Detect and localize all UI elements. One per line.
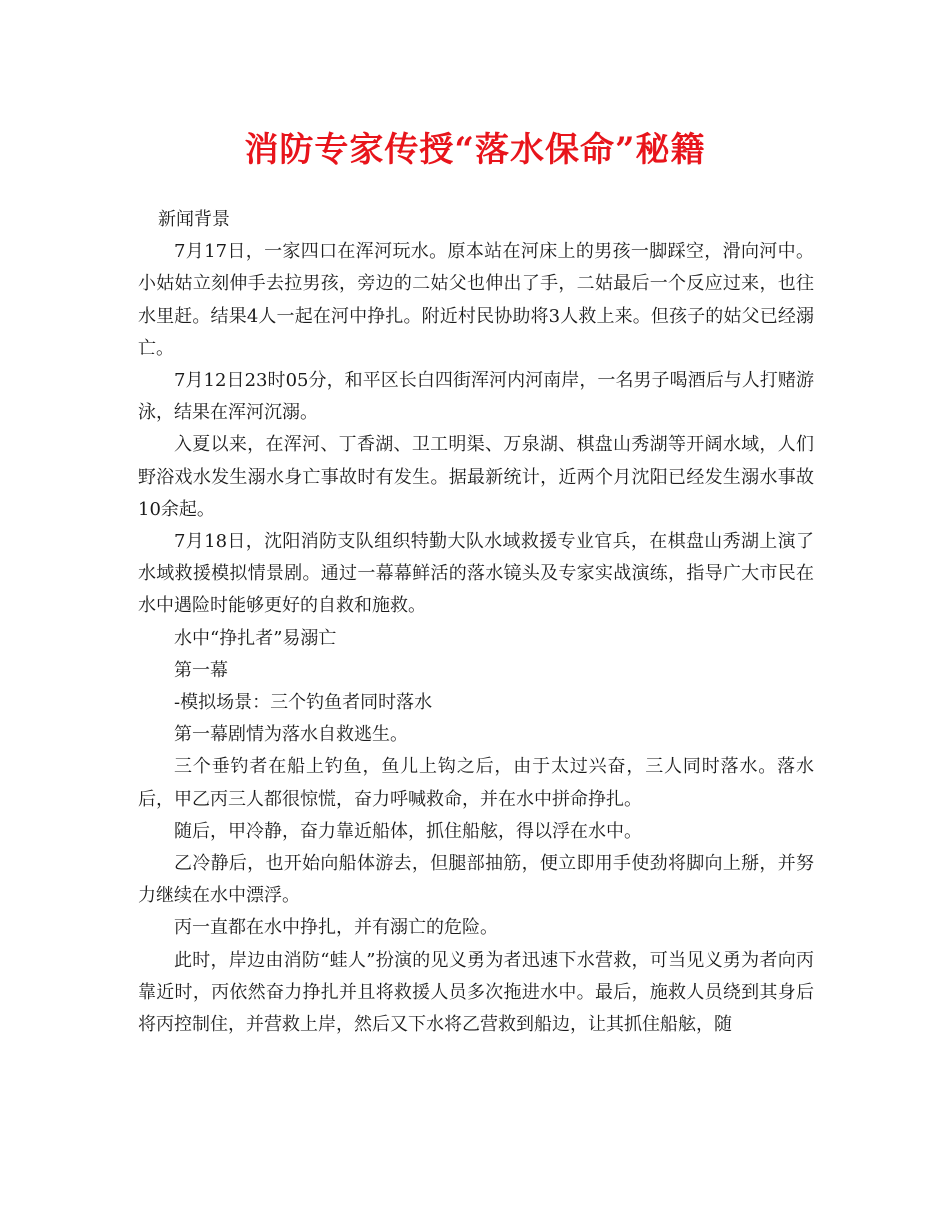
paragraph: 随后，甲冷静，奋力靠近船体，抓住船舷，得以浮在水中。 — [174, 820, 642, 842]
paragraph: 乙冷静后，也开始向船体游去，但腿部抽筋，便立即用手使劲将脚向上掰，并努力继续在水中漂浮。 — [138, 853, 814, 907]
paragraph: 三个垂钓者在船上钓鱼，鱼儿上钩之后，由于太过兴奋，三人同时落水。落水后，甲乙丙三人都很惊慌，奋力呼喊救命，并在水中拼命挣扎。 — [138, 756, 814, 810]
scene-heading: 第一幕 — [174, 659, 228, 681]
subheading: 水中“挣扎者”易溺亡 — [174, 627, 337, 649]
scene-description: -模拟场景：三个钓鱼者同时落水 — [174, 692, 433, 714]
paragraph: 7月18日，沈阳消防支队组织特勤大队水域救援专业官兵，在棋盘山秀湖上演了水域救援模拟情景剧。通过一幕幕鲜活的落水镜头及专家实战演练，指导广大市民在水中遇险时能够更好的自救和施救。 — [138, 531, 814, 617]
paragraph: 7月12日23时05分，和平区长白四街浑河内河南岸，一名男子喝酒后与人打赌游泳，结果在浑河沉溺。 — [138, 370, 814, 424]
document-body — [138, 204, 814, 1041]
paragraph: 入夏以来，在浑河、丁香湖、卫工明渠、万泉湖、棋盘山秀湖等开阔水域，人们野浴戏水发生溺水身亡事故时有发生。据最新统计，近两个月沈阳已经发生溺水事故10余起。 — [138, 434, 814, 520]
document-title: 消防专家传授“落水保命”秘籍 — [244, 130, 706, 170]
section-heading-news-background: 新闻背景 — [158, 209, 230, 230]
paragraph: 第一幕剧情为落水自救逃生。 — [174, 724, 408, 746]
paragraph: 丙一直都在水中挣扎，并有溺亡的危险。 — [174, 917, 498, 939]
paragraph: 7月17日，一家四口在浑河玩水。原本站在河床上的男孩一脚踩空，滑向河中。小姑姑立刻伸手去拉男孩，旁边的二姑父也伸出了手，二姑最后一个反应过来，也往水里赶。结果4人一起在河中挣扎。附近村民协助将3人救上来。但孩子的姑父已经溺亡。 — [138, 241, 814, 359]
paragraph: 此时，岸边由消防“蛙人”扮演的见义勇为者迅速下水营救，可当见义勇为者向丙靠近时，丙依然奋力挣扎并且将救援人员多次拖进水中。最后，施救人员绕到其身后将丙控制住，并营救上岸，然后又下水将乙营救到船边，让其抓住船舷，随 — [138, 949, 814, 1036]
